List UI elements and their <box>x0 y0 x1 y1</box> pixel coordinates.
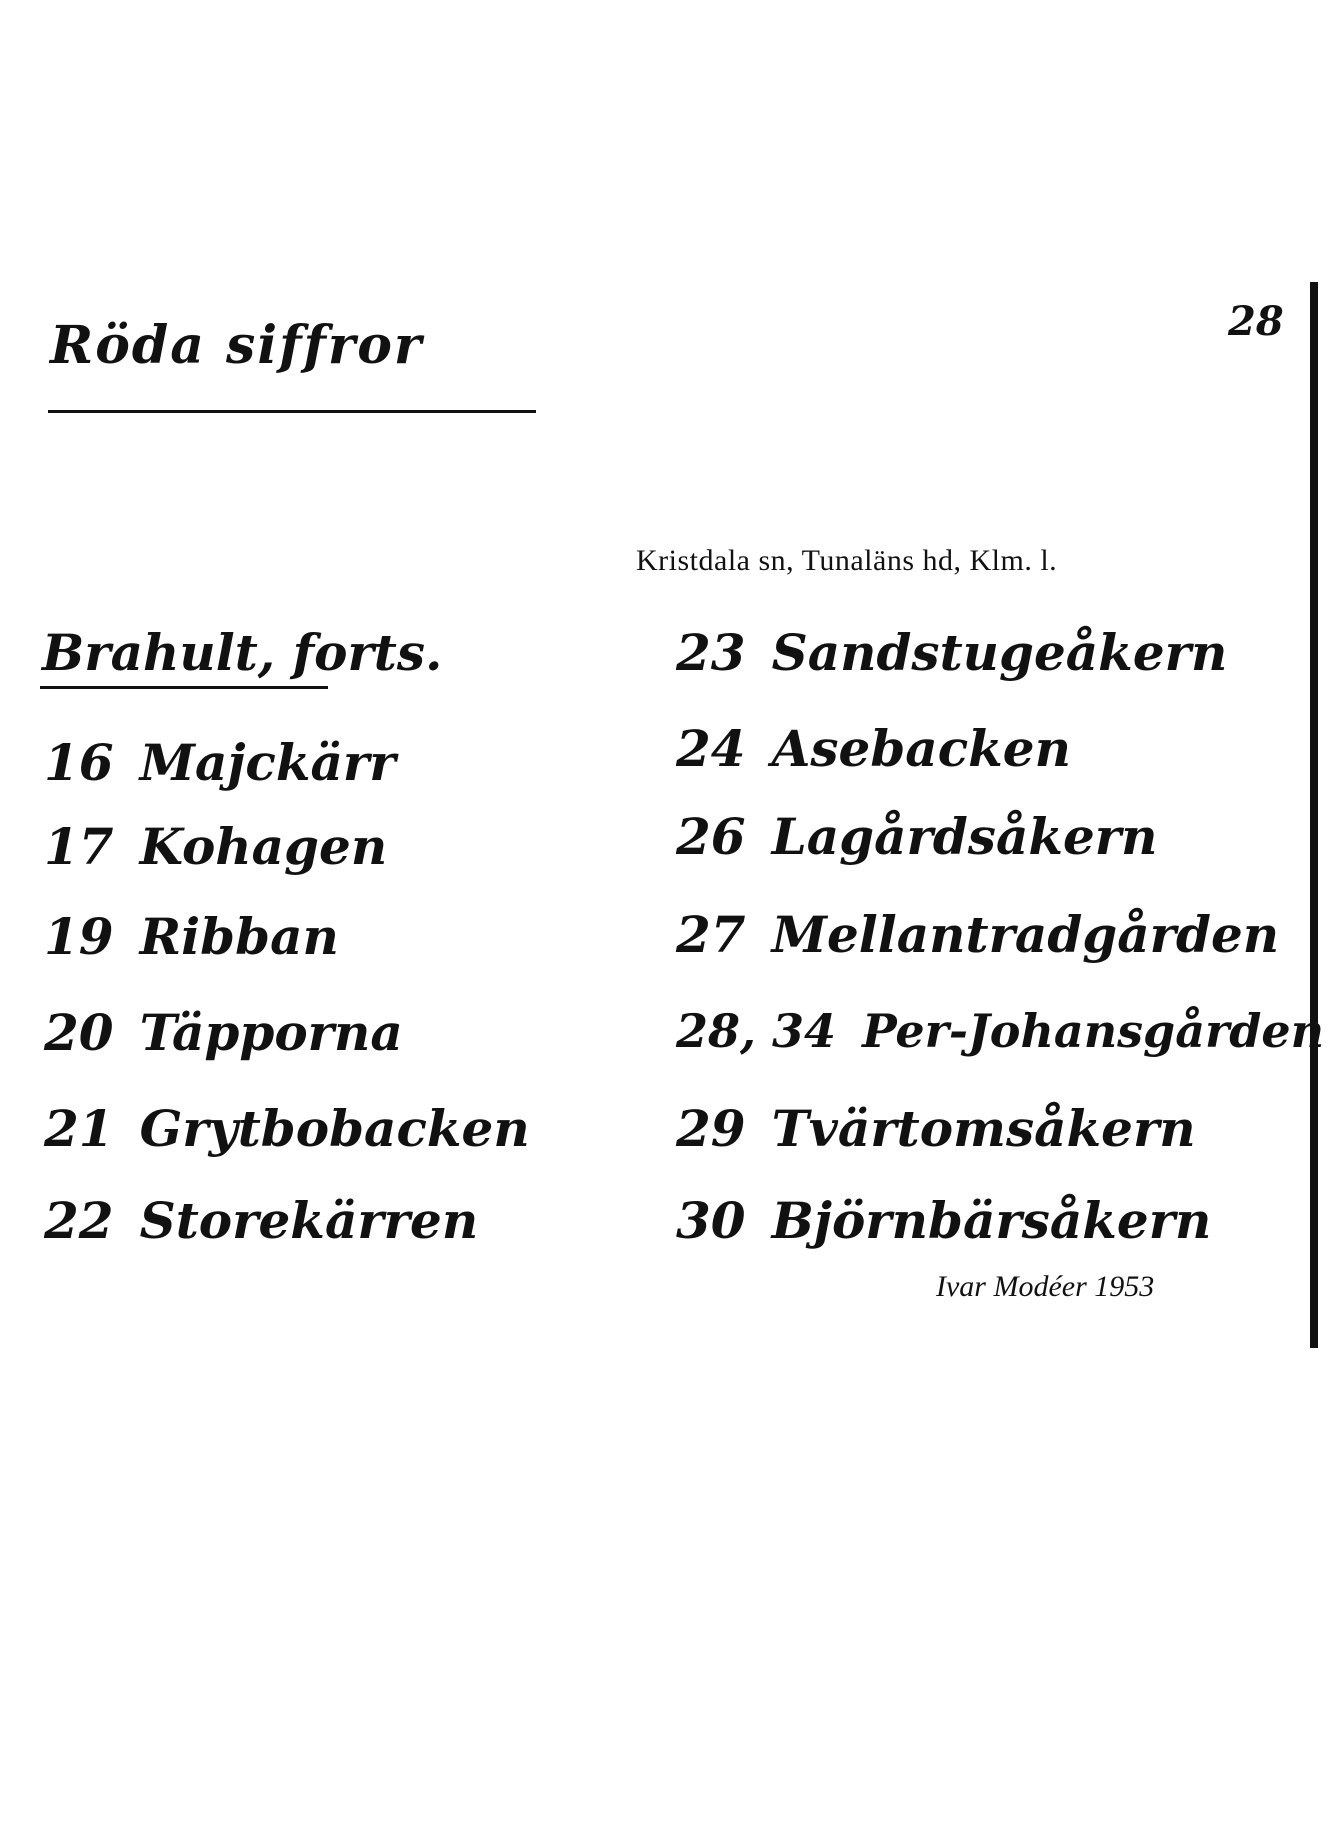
entry-name: Per-Johansgården <box>862 1004 1325 1058</box>
list-item <box>676 1191 1212 1250</box>
locality-heading: Kristdala sn, Tunaläns hd, Klm. l. <box>636 544 1058 577</box>
list-item <box>676 623 1228 682</box>
entry-number: 21 <box>44 1099 114 1158</box>
entry-name: Lagårdsåkern <box>771 807 1158 866</box>
entry-number: 24 <box>676 719 746 778</box>
entry-number: 22 <box>44 1191 114 1250</box>
list-item <box>44 733 396 792</box>
list-item <box>676 1004 1325 1058</box>
entry-number: 26 <box>676 807 746 866</box>
right-edge-rule <box>1310 282 1318 1348</box>
list-item <box>44 907 339 966</box>
entry-name: Sandstugeåkern <box>771 623 1228 682</box>
entry-number: 17 <box>44 817 114 876</box>
list-item <box>676 905 1280 964</box>
author-credit: Ivar Modéer 1953 <box>936 1270 1155 1303</box>
entry-number: 29 <box>676 1099 746 1158</box>
entry-name: Mellantradgården <box>771 905 1280 964</box>
entry-name: Ribban <box>139 907 339 966</box>
entry-name: Täpporna <box>139 1003 403 1062</box>
title-underline <box>48 410 536 413</box>
list-item <box>676 1099 1196 1158</box>
list-item <box>676 807 1158 866</box>
entry-name: Asebacken <box>771 719 1071 778</box>
entry-name: Grytbobacken <box>139 1099 530 1158</box>
entry-number: 28, 34 <box>676 1004 837 1058</box>
entry-name: Tvärtomsåkern <box>771 1099 1196 1158</box>
card-title: Röda siffror <box>50 315 424 376</box>
list-item <box>44 1191 479 1250</box>
list-item <box>44 1003 403 1062</box>
farm-heading: Brahult, forts. <box>42 623 443 682</box>
entry-name: Majckärr <box>139 733 396 792</box>
page-number: 28 <box>1228 298 1284 345</box>
entry-name: Björnbärsåkern <box>771 1191 1212 1250</box>
entry-number: 20 <box>44 1003 114 1062</box>
entry-number: 27 <box>676 905 746 964</box>
list-item <box>44 817 388 876</box>
entry-name: Storekärren <box>139 1191 479 1250</box>
list-item <box>44 1099 530 1158</box>
entry-number: 23 <box>676 623 746 682</box>
entry-number: 30 <box>676 1191 746 1250</box>
farm-heading-underline <box>40 686 328 689</box>
list-item <box>676 719 1071 778</box>
entry-name: Kohagen <box>139 817 388 876</box>
entry-number: 19 <box>44 907 114 966</box>
entry-number: 16 <box>44 733 114 792</box>
